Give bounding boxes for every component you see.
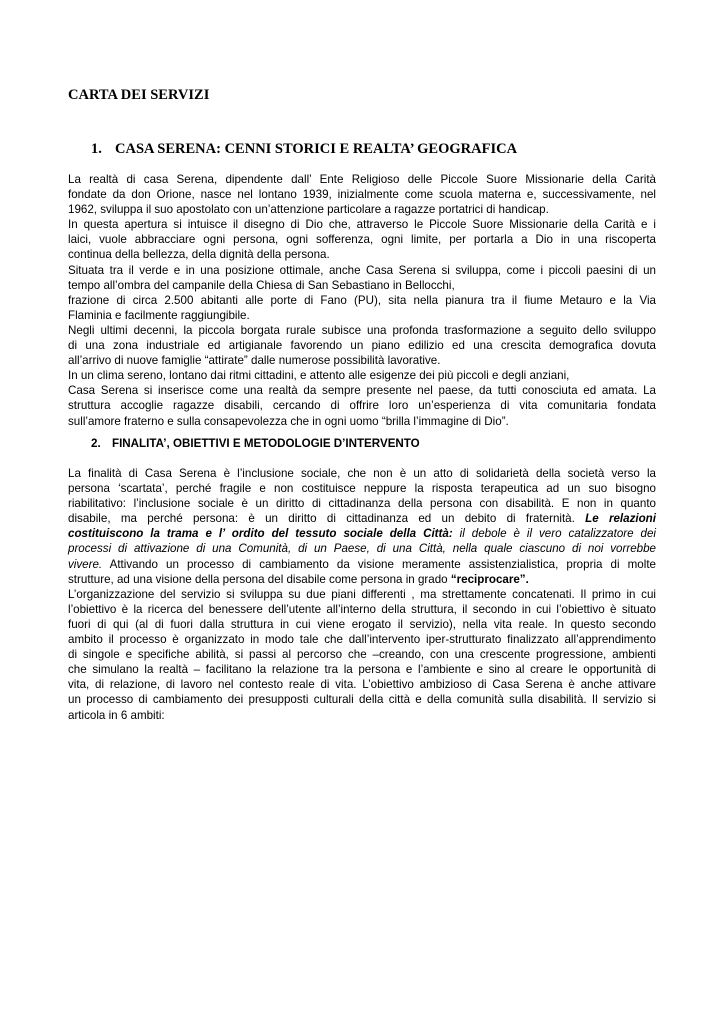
text-run: disabile, ma perché persona: è un diritto di cittadinanza ed un debito di fraternità. bbox=[68, 512, 586, 526]
emphasis-text: Le relazioni bbox=[585, 512, 656, 526]
text-line: sull’amore fraterno e sulla consapevolezza che in ogni uomo “brilla l’immagine di Dio”. bbox=[68, 414, 509, 428]
text-line: Flaminia e facilmente raggiungibile. bbox=[68, 308, 250, 322]
section-1-body bbox=[68, 172, 656, 429]
text-line: La finalità di Casa Serena è l’inclusione sociale, che non è un atto di solidarietà della società verso la bbox=[68, 467, 656, 480]
text-line: di singole e specifiche abilità, si passi al percorso che –creando, con una crescente progressione, ambienti bbox=[68, 648, 656, 662]
section-2-heading bbox=[91, 437, 420, 450]
text-line: laici, vuole abbracciare ogni persona, ogni sofferenza, ogni limite, per portarla a Dio in una riscoperta bbox=[68, 233, 656, 247]
text-line: tempo all’ombra del campanile della Chiesa di San Sebastiano in Bellocchi, bbox=[68, 278, 455, 292]
text-line: La realtà di casa Serena, dipendente dall’ Ente Religioso delle Piccole Suore Missionarie della Carità bbox=[68, 173, 656, 186]
text-line: In un clima sereno, lontano dai ritmi cittadini, e attento alle esigenze dei più piccoli e degli anziani, bbox=[68, 369, 570, 383]
text-run: strutture, ad una visione della persona del disabile come persona in grado bbox=[68, 572, 451, 586]
section-2-number: 2. bbox=[91, 437, 101, 450]
section-2-title: FINALITA’, OBIETTIVI E METODOLOGIE D’INTERVENTO bbox=[112, 437, 420, 450]
text-line: fondate da don Orione, nasce nel lontano 1939, inizialmente come scuola materna e, successivamente, nel bbox=[68, 188, 656, 202]
text-line: di una zona industriale ed artigianale favorendo un piano edilizio ed una crescita demografica dovuta bbox=[68, 339, 656, 353]
text-line: fuori di qui (al di fuori dalla struttura in cui viene erogato il servizio), nella vita reale. In questo secondo bbox=[68, 617, 656, 631]
document-title: CARTA DEI SERVIZI bbox=[68, 87, 210, 103]
text-line: L’organizzazione del servizio si sviluppa su due piani differenti , ma strettamente concatenati. Il primo in cui bbox=[68, 587, 656, 601]
text-line: Negli ultimi decenni, la piccola borgata rurale subisce una profonda trasformazione a seguito dello sviluppo bbox=[68, 323, 656, 337]
text-line: Casa Serena si inserisce come una realtà da sempre presente nel paese, da tutti conosciuta ed amata. La bbox=[68, 384, 656, 398]
section-1-heading bbox=[91, 141, 517, 158]
text-line: persona ‘scartata’, perché fragile e non costituisce neppure la risposta terapeutica ad un suo bisogno bbox=[68, 482, 656, 496]
section-1-number: 1. bbox=[91, 141, 102, 157]
text-line: ambito il processo è organizzato in modo tale che dall’intervento iper-strutturato finalizzato all’apprendimento bbox=[68, 633, 656, 647]
text-line: riabilitativo: l’inclusione sociale è un diritto di cittadinanza della persona con disabilità. E non in quanto bbox=[68, 497, 656, 511]
text-line: articola in 6 ambiti: bbox=[68, 708, 165, 722]
emphasis-text: costituiscono la trama e l’ ordito del tessuto sociale della Città: bbox=[68, 527, 453, 541]
text-line: processi di attivazione di una Comunità, di un Paese, di una Città, nella quale ciascuno di noi vorrebbe bbox=[68, 542, 656, 556]
text-line: all’arrivo di nuove famiglie “attirate” dalle numerose possibilità lavorative. bbox=[68, 354, 441, 368]
text-line bbox=[68, 557, 656, 572]
italic-text: il debole è il vero catalizzatore dei bbox=[452, 527, 656, 541]
text-line: frazione di circa 2.500 abitanti alle porte di Fano (PU), sita nella pianura tra il fiume Metauro e la Via bbox=[68, 293, 656, 307]
text-line: struttura accoglie ragazze disabili, cercando di offrire loro un’esperienza di vita comunitaria fondata bbox=[68, 399, 656, 413]
text-line: un processo di cambiamento dei presupposti culturali della città e della comunità sulla disabilità. Il servizio si bbox=[68, 693, 656, 707]
text-line bbox=[68, 526, 656, 541]
text-line bbox=[68, 572, 656, 587]
text-line: continua della bellezza, della dignità della persona. bbox=[68, 248, 330, 262]
text-line: vita, di relazione, di lavoro nel contesto reale di vita. L’obiettivo ambizioso di Casa Serena è anche attivare bbox=[68, 678, 656, 692]
italic-text: vivere. bbox=[68, 557, 103, 571]
section-2-body bbox=[68, 466, 656, 723]
text-line bbox=[68, 511, 656, 526]
text-line: 1962, sviluppa il suo apostolato con un’attenzione particolare a ragazze portatrici di handicap. bbox=[68, 203, 549, 217]
text-line: Situata tra il verde e in una posizione ottimale, anche Casa Serena si sviluppa, come i piccoli paesini di un bbox=[68, 263, 656, 277]
section-1-title: CASA SERENA: CENNI STORICI E REALTA’ GEOGRAFICA bbox=[115, 141, 518, 157]
text-line: In questa apertura si intuisce il disegno di Dio che, attraverso le Piccole Suore Missionarie della Carità e i bbox=[68, 218, 656, 232]
text-line: l’obiettivo è la ricerca del benessere dell’utente all’interno della struttura, il secondo in cui l’obiettivo è situato bbox=[68, 602, 656, 616]
bold-text: “reciprocare”. bbox=[450, 572, 529, 586]
text-run: Attivando un processo di cambiamento da visione meramente assistenzialistica, propria di molte bbox=[102, 557, 656, 571]
text-line: che simulano la realtà – facilitano la relazione tra la persona e l’ambiente e sino al creare le opportunità di bbox=[68, 663, 656, 677]
